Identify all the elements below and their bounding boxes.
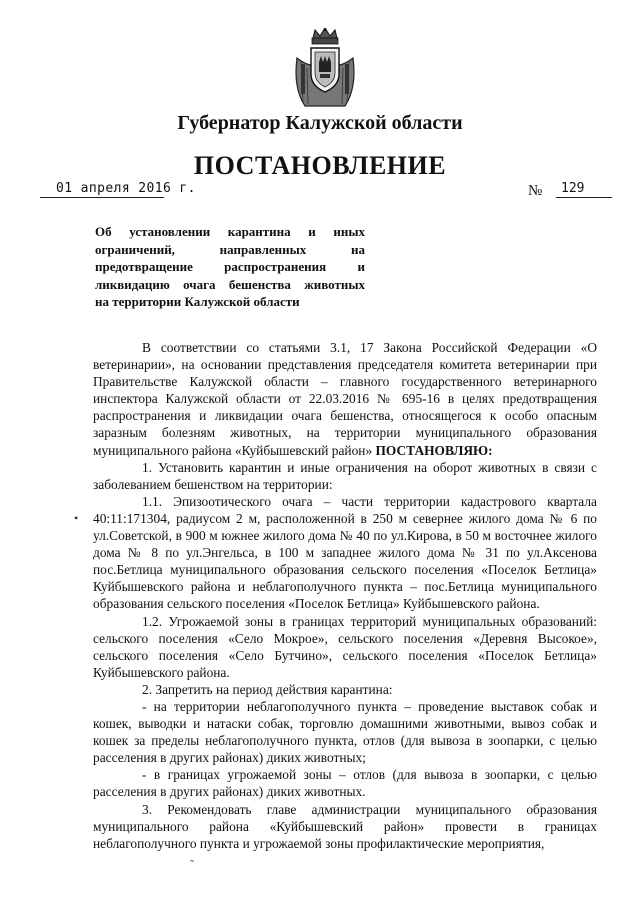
clause-2-item-a: - на территории неблагополучного пункта – проведение выставок собак и кошек, выводки и натаски собак, торговлю домашними животными, вывоз собак и кошек за пределы неблагополучного пункта, отлов (для вывоза в зоопарки, с целью расселения в других районах) диких животных;: [93, 698, 597, 766]
preamble-text: В соответствии со статьями 3.1, 17 Закона Российской Федерации «О ветеринарии», на основании представления председателя комитета ветеринарии при Правительстве Калужской области – главного государственного ветеринарного инспектора Калужской области от 22.03.2016 № 695-16 в целях предотвращения распространения и ликвидации очага бешенства, относящегося к особо опасным заразным болезням животных, на территории муниципального образования муниципального района «Куйбышевский район»: [93, 340, 597, 458]
decree-subject: [95, 223, 365, 311]
decree-number: 129: [561, 181, 585, 196]
margin-mark: •: [74, 511, 79, 525]
clause-1: 1. Установить карантин и иные ограничения на оборот животных в связи с заболеванием бешенством на территории:: [93, 459, 597, 492]
number-underline: [556, 197, 612, 198]
clause-1-1: 1.1. Эпизоотического очага – части территории кадастрового квартала 40:11:171304, радиусом 2 м, расположенной в 250 м севернее жилого дома № 6 по ул.Советской, в 900 м южнее жилого дома № 40 по ул.Кирова, в 50 м восточнее жилого дома № 8 по ул.Энгельса, в 100 м западнее жилого дома № 31 по ул.Аксенова пос.Бетлица муниципального образования сельского поселения «Поселок Бетлица» Куйбышевского района и неблагополучного пункта – пос.Бетлица муниципального образования сельского поселения «Поселок Бетлица» Куйбышевского района.: [93, 493, 597, 612]
governor-title: Губернатор Калужской области: [177, 112, 463, 134]
date-underline: [40, 197, 164, 198]
decree-date: 01 апреля 2016 г.: [56, 181, 196, 196]
preamble-paragraph: [93, 339, 597, 459]
decree-keyword: ПОСТАНОВЛЯЮ:: [375, 442, 493, 458]
coat-of-arms-emblem: [291, 28, 359, 110]
scan-mark: ˜: [190, 857, 194, 871]
decree-body: [93, 339, 597, 852]
subject-line: Об установлении карантина и иных: [95, 224, 365, 239]
clause-1-2: 1.2. Угрожаемой зоны в границах территорий муниципальных образований: сельского поселения «Село Мокрое», сельского поселения «Деревня Высокое», сельского поселения «Село Бутчино», сельского поселения «Поселок Бетлица» Куйбышевского района.: [93, 613, 597, 680]
subject-line: ликвидацию очага бешенства животных: [95, 276, 365, 292]
clause-2-item-b: - в границах угрожаемой зоны – отлов (для вывоза в зоопарки, с целью расселения в других районах) диких животных.: [93, 767, 597, 800]
clause-2: 2. Запретить на период действия карантина:: [142, 681, 393, 697]
document-type-heading: ПОСТАНОВЛЕНИЕ: [193, 151, 447, 180]
number-label: №: [528, 183, 543, 199]
subject-line: на территории Калужской области: [95, 294, 300, 309]
subject-line: предотвращение распространения и: [95, 259, 365, 274]
subject-line: ограничений, направленных на: [95, 241, 365, 257]
clause-3: 3. Рекомендовать главе администрации муниципального образования муниципального района «Куйбышевский район» провести в границах неблагополучного пункта и угрожаемой зоны профилактические мероприятия,: [93, 801, 597, 851]
